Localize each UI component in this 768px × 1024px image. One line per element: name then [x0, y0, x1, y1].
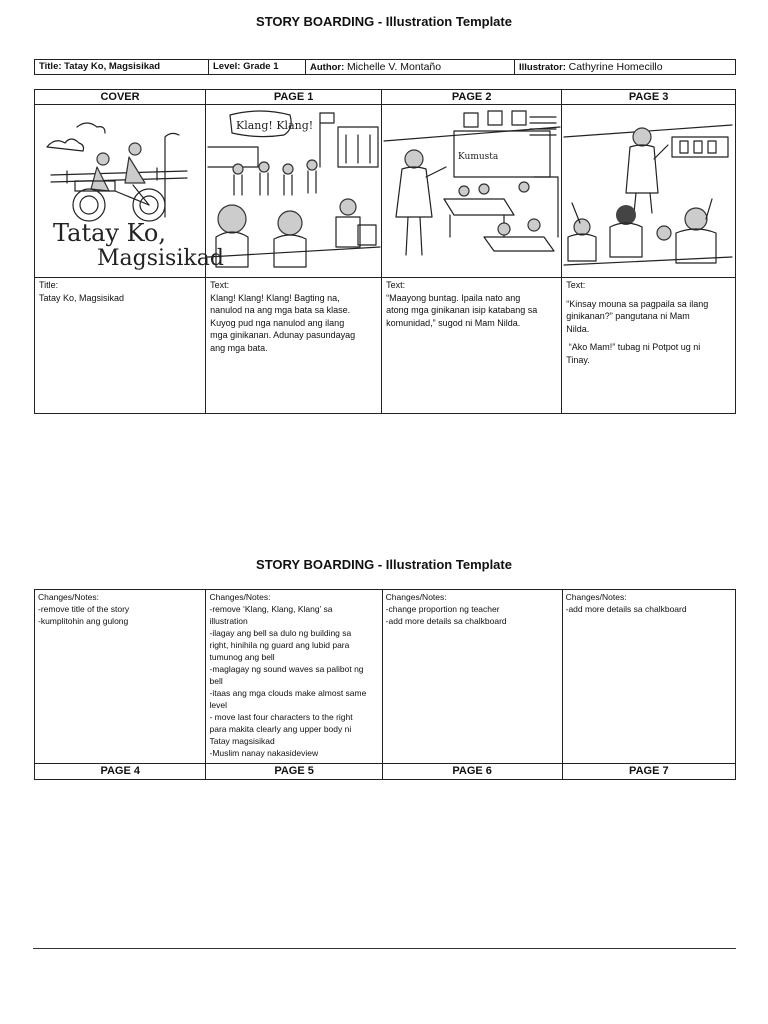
- story-info-row: [34, 59, 736, 75]
- cover-illustration: [35, 105, 224, 278]
- note-line: - move last four characters to the right: [209, 712, 353, 722]
- column-header-cover: COVER: [35, 90, 206, 105]
- author-field: [306, 60, 515, 75]
- note-line: -maglagay ng sound waves sa palibot ng: [209, 664, 364, 674]
- page2-lettering: Kumusta: [458, 152, 499, 162]
- cover-lettering-line2: Magsisikad: [97, 246, 224, 271]
- page2-text-cell: [382, 278, 562, 414]
- page2-sketch-image: [384, 107, 560, 275]
- note-line: -add more details sa chalkboard: [565, 604, 687, 614]
- page7-notes-cell: [562, 590, 735, 764]
- page1-text-cell: [206, 278, 382, 414]
- note-line: -itaas ang mga clouds make almost same: [209, 688, 367, 698]
- cover-text-label: Title:: [39, 280, 59, 290]
- note-line: illustration: [209, 616, 248, 626]
- page-title-top: STORY BOARDING - Illustration Template: [256, 14, 512, 29]
- note-line: -change proportion ng teacher: [385, 604, 500, 614]
- note-line: -Muslim nanay nakasideview: [209, 748, 319, 758]
- note-line: para makita clearly ang upper body ni: [209, 724, 352, 734]
- page1-text-line: mga ginikanan. Adunay pasundayag: [210, 330, 356, 340]
- note-line: -kumplitohin ang gulong: [38, 616, 129, 626]
- page1-sketch-image: [208, 107, 380, 275]
- level-value: Grade 1: [243, 61, 279, 72]
- column-header-page1: PAGE 1: [206, 90, 382, 105]
- column-header-page2: PAGE 2: [382, 90, 562, 105]
- page1-text-line: Kuyog pud nga nanulod ang ilang: [210, 317, 345, 328]
- notes-label: Changes/Notes:: [38, 592, 99, 602]
- page1-lettering: Klang! Klang!: [236, 119, 314, 132]
- page2-text-line: komunidad,” sugod ni Mam Nilda.: [386, 317, 521, 328]
- note-line: bell: [209, 676, 223, 686]
- page1-illustration: [206, 105, 382, 278]
- author-label: Author:: [310, 62, 345, 73]
- page3-text-line: “Ako Mam!” tubag ni Potpot ug ni: [566, 342, 701, 352]
- page3-text-line: Nilda.: [566, 323, 590, 334]
- cover-text-cell: [35, 278, 206, 414]
- note-line: -add more details sa chalkboard: [385, 616, 507, 626]
- page2-text-label: Text:: [386, 280, 406, 290]
- illustrator-field: [515, 60, 736, 75]
- notes-label: Changes/Notes:: [385, 592, 447, 602]
- title-field: [35, 60, 209, 75]
- cover-lettering-line1: Tatay Ko,: [53, 219, 166, 247]
- column-header-page3: PAGE 3: [562, 90, 736, 105]
- note-line: -remove ‘Klang, Klang, Klang’ sa: [209, 604, 333, 614]
- page3-text-cell: [562, 278, 736, 414]
- cover-text-line: Tatay Ko, Magsisikad: [39, 292, 125, 303]
- page1-text-line: ang mga bata.: [210, 342, 268, 353]
- note-line: right, hinihila ng guard ang lubid para: [209, 640, 350, 650]
- page-title-bottom: STORY BOARDING - Illustration Template: [256, 557, 512, 572]
- note-line: Tatay magsisikad: [209, 736, 275, 746]
- illustrator-value: Cathyrine Homecillo: [568, 61, 663, 73]
- cover-sketch-image: [37, 107, 224, 275]
- column-footer-page7: PAGE 7: [562, 764, 735, 780]
- note-line: tumunog ang bell: [209, 652, 275, 662]
- page3-text-line: ginikanan?” pangutana ni Mam: [566, 311, 690, 321]
- column-footer-page5: PAGE 5: [206, 764, 382, 780]
- page2-illustration: [382, 105, 562, 278]
- page3-text-line: “Kinsay mouna sa pagpaila sa ilang: [566, 298, 709, 309]
- page4-notes-cell: [35, 590, 206, 764]
- page1-text-label: Text:: [210, 280, 230, 290]
- storyboard-bottom: [34, 589, 736, 780]
- storyboard-top: [34, 89, 736, 414]
- author-value: Michelle V. Montaño: [346, 61, 442, 73]
- illustrator-label: Illustrator:: [519, 62, 566, 73]
- notes-label: Changes/Notes:: [565, 592, 627, 602]
- page3-text-line: Tinay.: [566, 354, 590, 365]
- footer-divider: [33, 948, 736, 949]
- notes-label: Changes/Notes:: [209, 592, 271, 602]
- page3-illustration: [562, 105, 736, 278]
- note-line: -ilagay ang bell sa dulo ng building sa: [209, 628, 352, 638]
- column-footer-page6: PAGE 6: [382, 764, 562, 780]
- page2-text-line: “Maayong buntag. Ipaila nato ang: [386, 292, 521, 303]
- page5-notes-cell: [206, 590, 382, 764]
- title-label: Title:: [39, 61, 62, 72]
- level-field: [209, 60, 306, 75]
- page3-sketch-image: [564, 107, 732, 275]
- page1-text-line: nanulod na ang mga bata sa klase.: [210, 305, 351, 315]
- title-value: Tatay Ko, Magsisikad: [64, 61, 161, 72]
- column-footer-page4: PAGE 4: [35, 764, 206, 780]
- note-line: level: [209, 700, 227, 710]
- note-line: -remove title of the story: [38, 604, 130, 614]
- page2-text-line: atong mga ginikanan isip katabang sa: [386, 305, 538, 315]
- level-label: Level:: [213, 61, 241, 72]
- page1-text-line: Klang! Klang! Klang! Bagting na,: [210, 292, 340, 303]
- page3-text-label: Text:: [566, 280, 586, 290]
- page6-notes-cell: [382, 590, 562, 764]
